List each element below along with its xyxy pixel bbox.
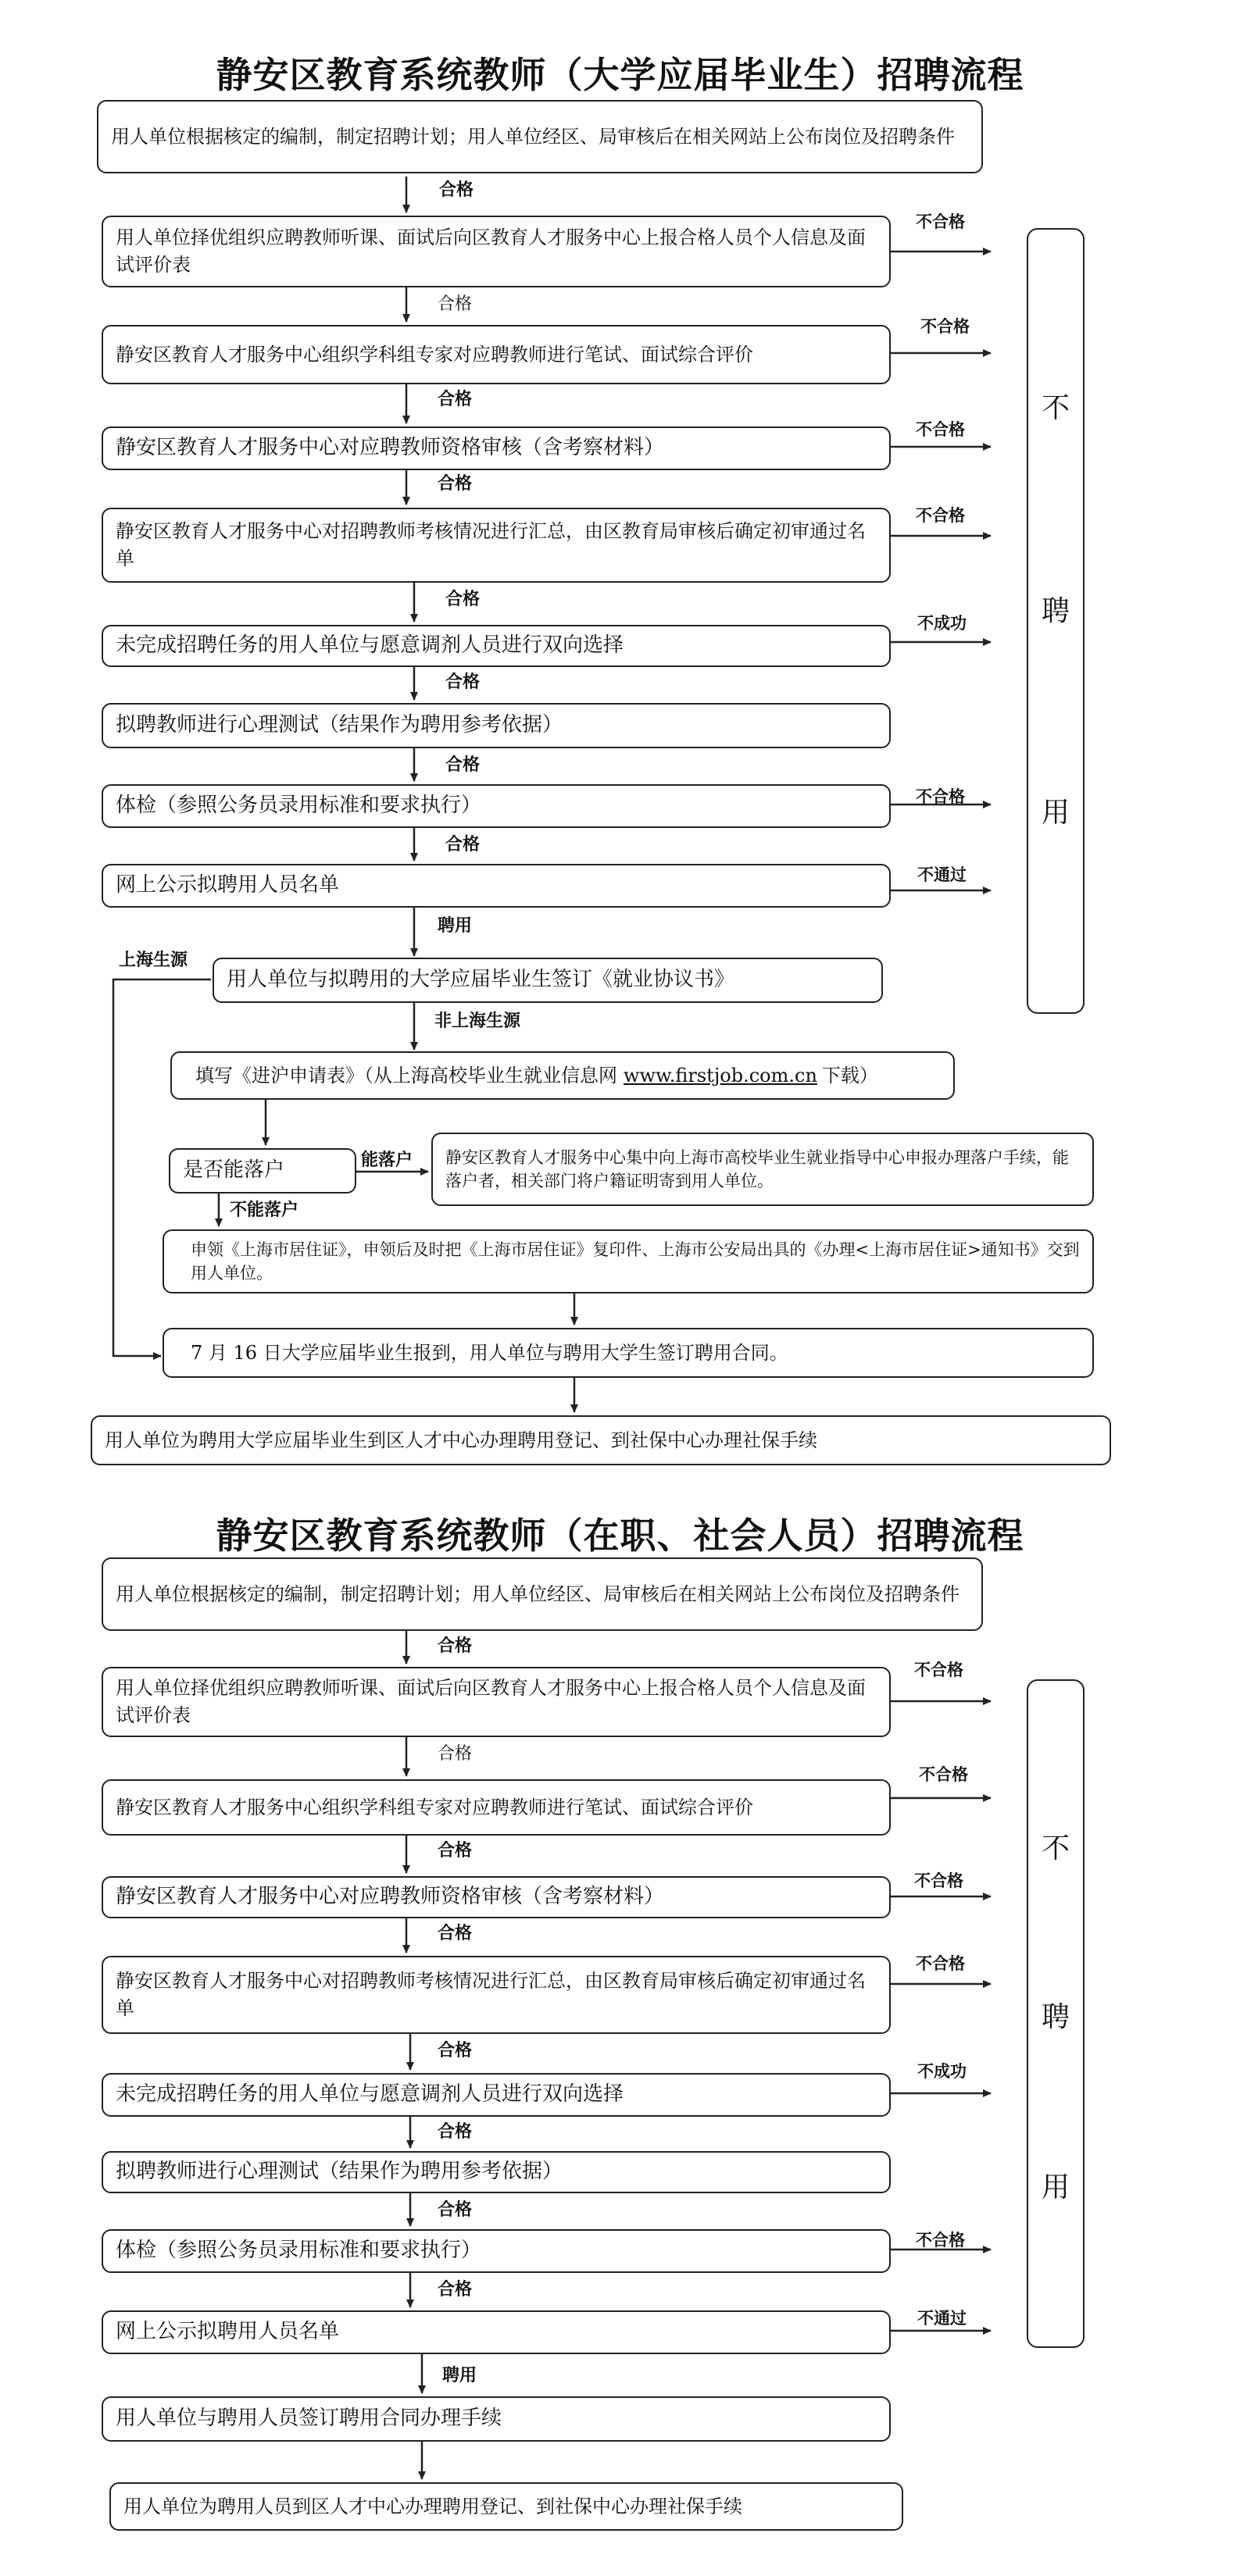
flow1-label-fail-5: 不合格 [916, 787, 965, 806]
flow1-step-medical: 体检（参照公务员录用标准和要求执行） [102, 784, 891, 828]
flow1-label-unsuccessful: 不成功 [917, 614, 967, 633]
flow1-step-plan: 用人单位根据核定的编制，制定招聘计划；用人单位经区、局审核后在相关网站上公布岗位及招聘条件 [97, 100, 983, 173]
flow2-reject-char-1: 不 [1041, 1832, 1070, 1864]
flow1-step-agreement: 用人单位与拟聘用的大学应届毕业生签订《就业协议书》 [213, 958, 883, 1003]
flow1-label-shanghai: 上海生源 [119, 951, 188, 970]
flow2-step-psych-test: 拟聘教师进行心理测试（结果作为聘用参考依据） [102, 2151, 891, 2193]
flow1-step-summary: 静安区教育人才服务中心对招聘教师考核情况进行汇总，由区教育局审核后确定初审通过名单 [102, 508, 891, 583]
flow1-label-fail-1: 不合格 [916, 212, 965, 231]
flow1-step-residence-permit: 申领《上海市居住证》，申领后及时把《上海市居住证》复印件、上海市公安局出具的《办理<上海市居住证>通知书》交到用人单位。 [163, 1229, 1094, 1293]
flow1-step-qualification: 静安区教育人才服务中心对应聘教师资格审核（含考察材料） [102, 426, 891, 470]
flow2-label-unsuccessful: 不成功 [917, 2062, 967, 2081]
flow2-reject-char-3: 用 [1041, 2171, 1070, 2203]
flow1-step-interview: 用人单位择优组织应聘教师听课、面试后向区教育人才服务中心上报合格人员个人信息及面试评价表 [102, 216, 891, 287]
flow2-reject-box [1027, 1679, 1085, 2348]
flow1-label-pass-8: 合格 [445, 835, 481, 855]
flow2-step-registration: 用人单位为聘用人员到区人才中心办理聘用登记、到社保中心办理社保手续 [109, 2482, 903, 2531]
flow1-label-pass-2: 合格 [438, 294, 473, 314]
flow1-label-fail-3: 不合格 [916, 420, 965, 439]
flow2-label-pass-5: 合格 [438, 2041, 473, 2060]
application-suffix: 下载） [821, 1064, 878, 1086]
flow1-reject-char-1: 不 [1041, 392, 1070, 424]
flow2-step-selection: 未完成招聘任务的用人单位与愿意调剂人员进行双向选择 [102, 2073, 891, 2117]
flow2-label-hire: 聘用 [442, 2366, 477, 2385]
flow1-step-registration: 用人单位为聘用大学应届毕业生到区人才中心办理聘用登记、到社保中心办理社保手续 [91, 1415, 1111, 1465]
flow2-title: 静安区教育系统教师（在职、社会人员）招聘流程 [216, 1515, 1024, 1557]
flow2-step-interview: 用人单位择优组织应聘教师听课、面试后向区教育人才服务中心上报合格人员个人信息及面试评价表 [102, 1667, 891, 1737]
flow2-label-fail-3: 不合格 [914, 1871, 963, 1890]
flow2-label-pass-2: 合格 [438, 1744, 473, 1764]
flow1-label-pass-6: 合格 [445, 673, 481, 692]
flow1-label-pass-7: 合格 [445, 755, 481, 775]
flow2-step-medical: 体检（参照公务员录用标准和要求执行） [102, 2229, 891, 2273]
flow1-reject-char-3: 用 [1041, 797, 1070, 829]
flow1-label-pass-1: 合格 [439, 180, 474, 200]
flow1-step-report: 7 月 16 日大学应届毕业生报到，用人单位与聘用大学生签订聘用合同。 [163, 1328, 1094, 1378]
flow2-step-contract: 用人单位与聘用人员签订聘用合同办理手续 [102, 2396, 891, 2442]
firstjob-link[interactable]: www.firstjob.com.cn [624, 1064, 817, 1086]
flow2-label-fail-2: 不合格 [919, 1765, 968, 1784]
flow1-label-fail-2: 不合格 [920, 317, 970, 336]
flow1-title: 静安区教育系统教师（大学应届毕业生）招聘流程 [216, 54, 1024, 96]
flow1-label-hire: 聘用 [438, 916, 473, 936]
flow1-reject-box [1027, 228, 1085, 1014]
flow1-label-can-settle: 能落户 [361, 1151, 413, 1170]
flow2-step-qualification: 静安区教育人才服务中心对应聘教师资格审核（含考察材料） [102, 1876, 891, 1918]
flow1-label-pass-4: 合格 [438, 474, 473, 494]
flow2-label-pass-4: 合格 [438, 1924, 473, 1943]
flow1-label-cannot-settle: 不能落户 [230, 1201, 299, 1220]
flow1-step-settle-yes: 静安区教育人才服务中心集中向上海市高校毕业生就业指导中心申报办理落户手续，能落户者，相关部门将户籍证明寄到用人单位。 [431, 1133, 1094, 1206]
flow2-step-exam: 静安区教育人才服务中心组织学科组专家对应聘教师进行笔试、面试综合评价 [102, 1779, 891, 1836]
flow2-label-pass-3: 合格 [438, 1841, 473, 1861]
flow1-step-exam: 静安区教育人才服务中心组织学科组专家对应聘教师进行笔试、面试综合评价 [102, 325, 891, 384]
flow1-step-psych-test: 拟聘教师进行心理测试（结果作为聘用参考依据） [102, 703, 891, 748]
flow2-label-fail-4: 不合格 [916, 1954, 965, 1973]
flow2-label-pass-8: 合格 [438, 2280, 473, 2299]
flow2-label-pass-1: 合格 [438, 1636, 473, 1656]
flow2-label-fail-5: 不合格 [916, 2231, 965, 2250]
flow1-label-fail-4: 不合格 [916, 506, 965, 525]
flow1-label-pass-3: 合格 [438, 390, 473, 409]
application-text: 填写《进沪申请表》（从上海高校毕业生就业信息网 [195, 1064, 617, 1086]
flow2-label-pass-7: 合格 [438, 2200, 473, 2220]
flow1-step-publicity: 网上公示拟聘用人员名单 [102, 864, 891, 908]
flow1-step-application [170, 1051, 955, 1100]
flow2-label-not-passed: 不通过 [917, 2309, 967, 2328]
flow2-label-fail-1: 不合格 [914, 1661, 963, 1679]
flow1-step-settle-question: 是否能落户 [169, 1148, 356, 1193]
flow2-step-publicity: 网上公示拟聘用人员名单 [102, 2310, 891, 2354]
flow2-reject-char-2: 聘 [1041, 2001, 1070, 2033]
flow2-step-plan: 用人单位根据核定的编制，制定招聘计划；用人单位经区、局审核后在相关网站上公布岗位及招聘条件 [102, 1557, 983, 1631]
flow2-label-pass-6: 合格 [438, 2122, 473, 2142]
flow1-label-pass-5: 合格 [445, 590, 481, 609]
flow2-step-summary: 静安区教育人才服务中心对招聘教师考核情况进行汇总，由区教育局审核后确定初审通过名单 [102, 1956, 891, 2034]
flow1-reject-char-2: 聘 [1041, 595, 1070, 627]
flow1-label-not-passed: 不通过 [917, 865, 967, 884]
flow1-label-non-shanghai: 非上海生源 [434, 1011, 521, 1031]
flow1-step-selection: 未完成招聘任务的用人单位与愿意调剂人员进行双向选择 [102, 625, 891, 667]
